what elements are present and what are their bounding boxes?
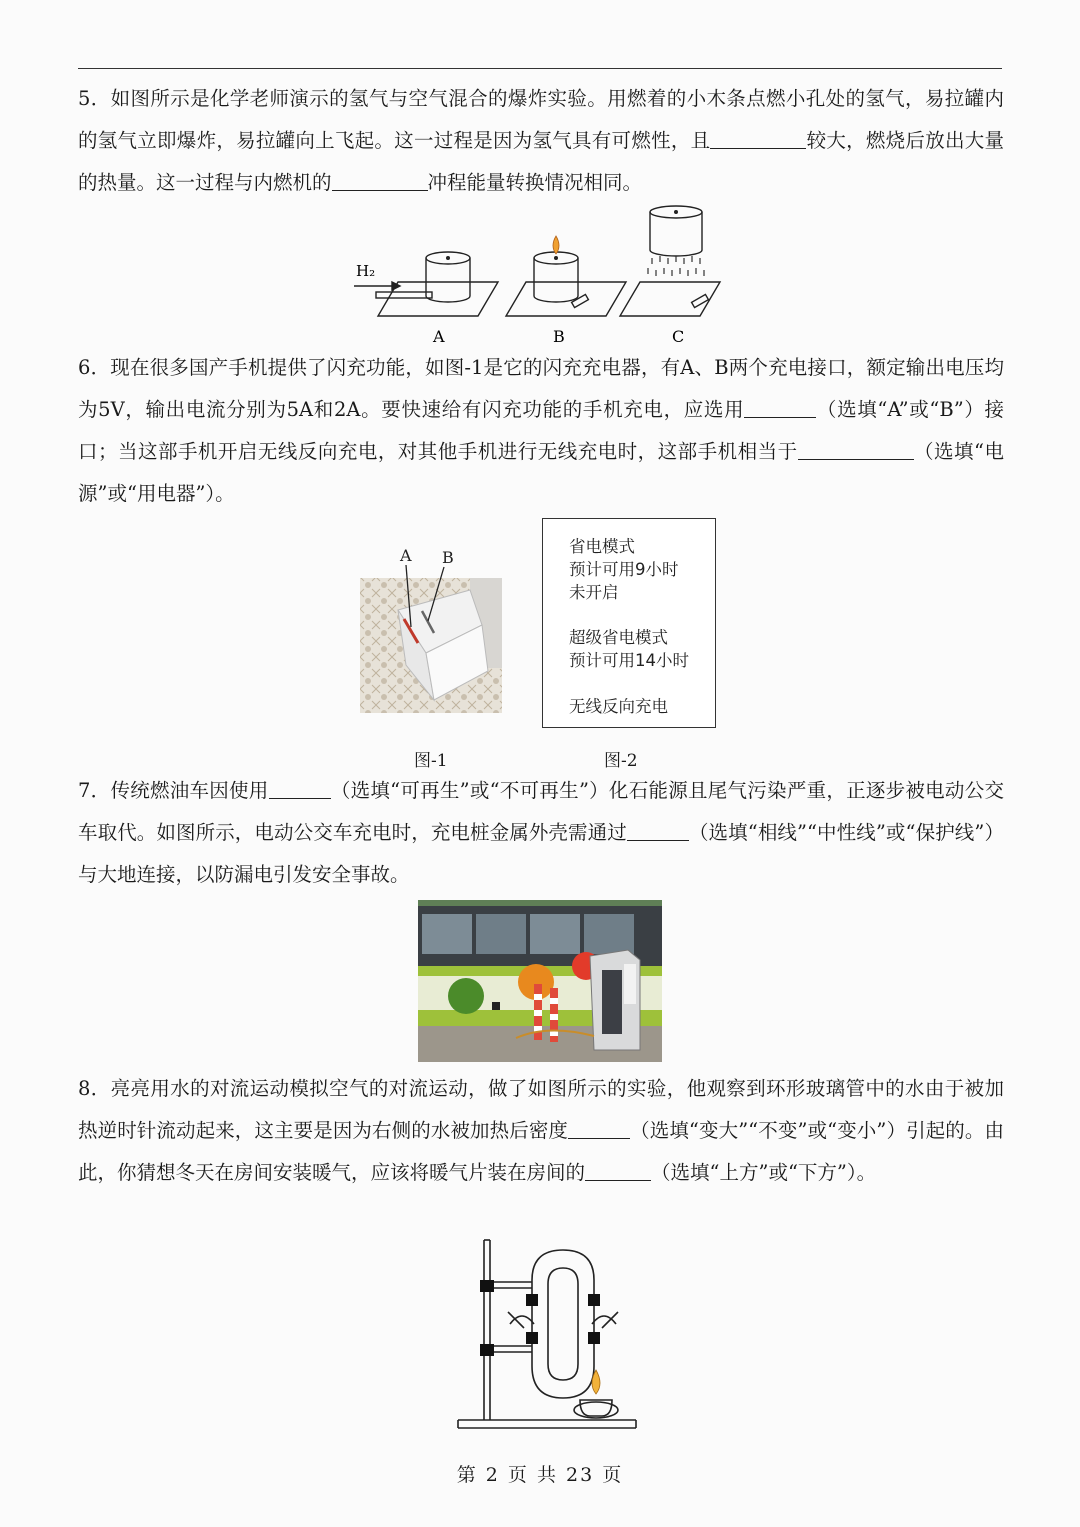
convection-apparatus [452, 1236, 642, 1436]
q7-text-2: （选填“可再生”或“不可再生”）化石能源且尾气污染严重，正逐步被电动公交车取代。如图所示，电动公交车充电时，充电桩金属外壳需通过 [78, 779, 1004, 844]
q7-blank-2[interactable] [627, 822, 689, 841]
page-footer: 第 2 页 共 23 页 [456, 1464, 624, 1486]
q5-explosion-figure [350, 200, 730, 345]
q8-text-1: 亮亮用水的对流运动模拟空气的对流运动，做了如图所示的实验，他观察到环形玻璃管中的水由于被加热逆时针流动起来，这主要是因为右侧的水被加热后密度 [78, 1077, 1004, 1142]
q6-text-3: （选填“电源”或“用电器”）。 [78, 440, 1004, 505]
q6-text-2: （选填“A”或“B”）接口；当这部手机开启无线反向充电，对其他手机进行无线充电时，这部手机相当于 [78, 398, 1004, 463]
question-6 [78, 347, 1004, 515]
charger-label-a: A [400, 546, 412, 565]
q5-label-a: A [433, 327, 445, 345]
screen-line-3: 未开启 [569, 583, 619, 602]
header-rule [78, 68, 1002, 69]
q7-blank-1[interactable] [269, 780, 331, 799]
q6-blank-1[interactable] [744, 399, 816, 418]
q8-text-2: （选填“变大”“不变”或“变小”）引起的。由此，你猜想冬天在房间安装暖气，应该将暖气片装在房间的 [78, 1119, 1004, 1184]
charger-photo [360, 545, 502, 713]
q5-text-1: 如图所示是化学老师演示的氢气与空气混合的爆炸实验。用燃着的小木条点燃小孔处的氢气，易拉罐内的氢气立即爆炸，易拉罐向上飞起。这一过程是因为氢气具有可燃性，且 [78, 87, 1004, 152]
screen-line-5: 预计可用14小时 [569, 651, 689, 670]
q5-label-b: B [553, 327, 565, 345]
q5-text-2: 较大，燃烧后放出大量的热量。这一过程与内燃机的 [78, 129, 1004, 194]
q5-number: 5． [78, 87, 111, 110]
q5-blank-2[interactable] [332, 172, 428, 191]
q5-label-c: C [672, 327, 685, 345]
phone-screen-figure [542, 518, 716, 728]
caption-fig-1: 图-1 [414, 751, 448, 771]
q6-blank-2[interactable] [798, 441, 914, 460]
q6-number: 6． [78, 356, 111, 379]
q5-text-3: 冲程能量转换情况相同。 [427, 171, 643, 194]
question-7 [78, 770, 1004, 896]
charger-label-b: B [442, 548, 454, 567]
q7-text-1: 传统燃油车因使用 [110, 779, 269, 802]
q7-number: 7． [78, 779, 111, 802]
q7-text-3: （选填“相线”“中性线”或“保护线”）与大地连接，以防漏电引发安全事故。 [78, 821, 1004, 886]
screen-line-2: 预计可用9小时 [569, 560, 679, 579]
q5-blank-1[interactable] [710, 130, 806, 149]
screen-line-4: 超级省电模式 [569, 628, 668, 647]
caption-fig-2: 图-2 [604, 751, 638, 771]
q8-text-3: （选填“上方”或“下方”）。 [651, 1161, 877, 1184]
q8-number: 8． [78, 1077, 111, 1100]
question-5 [78, 78, 1004, 204]
q6-text-1: 现在很多国产手机提供了闪充功能，如图-1是它的闪充充电器，有A、B两个充电接口，额定输出电压均为5V，输出电流分别为5A和2A。要快速给有闪充功能的手机充电，应选用 [78, 356, 1004, 421]
question-8 [78, 1068, 1004, 1194]
q8-blank-2[interactable] [585, 1162, 651, 1181]
q8-blank-1[interactable] [568, 1120, 630, 1139]
bus-charging-photo [418, 900, 662, 1062]
screen-line-6: 无线反向充电 [569, 697, 668, 716]
screen-line-1: 省电模式 [569, 537, 635, 556]
q5-gas-label: H₂ [356, 262, 376, 280]
